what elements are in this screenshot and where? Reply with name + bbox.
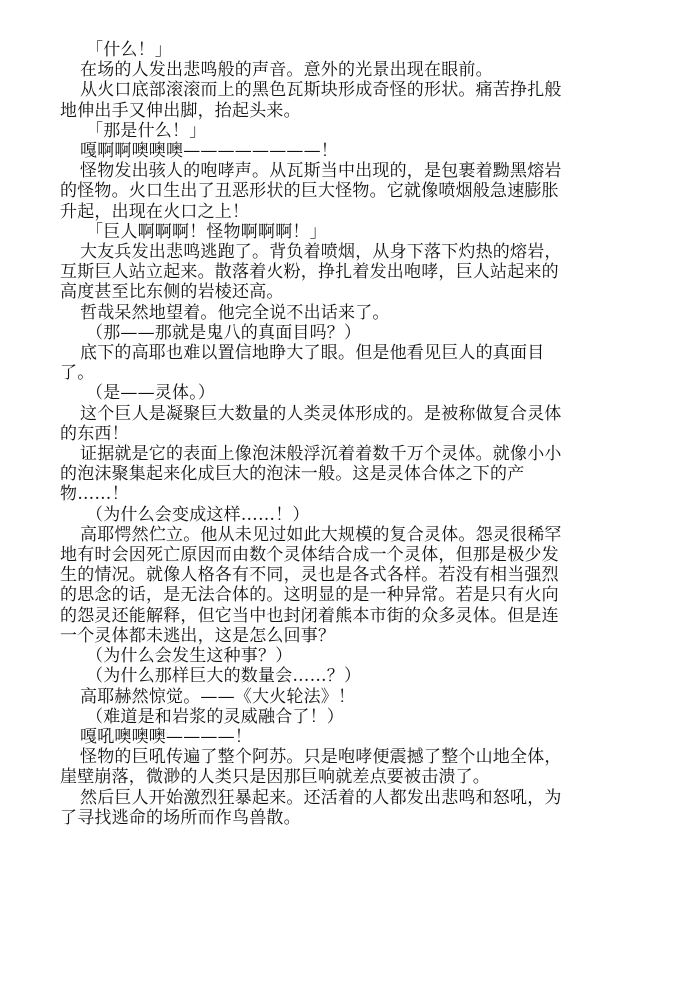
text-line: （是——灵体。） bbox=[86, 383, 216, 404]
text-line: 生的情况。就像人格各有不同，灵也是各式各样。若没有相当强烈 bbox=[60, 565, 559, 586]
text-line: 的怪物。火口生出了丑恶形状的巨大怪物。它就像喷烟般急速膨胀 bbox=[60, 181, 559, 202]
text-line: 证据就是它的表面上像泡沫般浮沉着着数千万个灵体。就像小小 bbox=[80, 444, 562, 465]
text-line: 地有时会因死亡原因而由数个灵体结合成一个灵体，但那是极少发 bbox=[60, 545, 559, 566]
text-line: （为什么会变成这样……！） bbox=[86, 504, 310, 525]
text-line: 「巨人啊啊啊！怪物啊啊啊！」 bbox=[86, 221, 327, 242]
text-line: 的东西！ bbox=[60, 423, 129, 444]
text-line: （为什么会发生这种事？） bbox=[86, 646, 293, 667]
text-line: （那——那就是鬼八的真面目吗？） bbox=[86, 322, 362, 343]
text-line: 从火口底部滚滚而上的黑色瓦斯块形成奇怪的形状。痛苦挣扎般 bbox=[80, 80, 562, 101]
text-line: 高耶愕然伫立。他从未见过如此大规模的复合灵体。怨灵很稀罕 bbox=[80, 524, 562, 545]
text-line: 大友兵发出悲鸣逃跑了。背负着喷烟，从身下落下灼热的熔岩， bbox=[80, 242, 562, 263]
text-line: 嘎啊啊噢噢噢————————！ bbox=[80, 141, 338, 162]
text-line: 了。 bbox=[60, 363, 95, 384]
text-line: 在场的人发出悲鸣般的声音。意外的光景出现在眼前。 bbox=[80, 60, 493, 81]
text-line: （难道是和岩浆的灵威融合了！） bbox=[86, 706, 344, 727]
text-line: 升起，出现在火口之上！ bbox=[60, 201, 250, 222]
text-line: 互斯巨人站立起来。散落着火粉，挣扎着发出咆哮，巨人站起来的 bbox=[60, 262, 559, 283]
text-line: 怪物的巨吼传遍了整个阿苏。只是咆哮便震撼了整个山地全体， bbox=[80, 747, 562, 768]
text-line: 然后巨人开始激烈狂暴起来。还活着的人都发出悲鸣和怒吼，为 bbox=[80, 787, 562, 808]
text-line: 崖壁崩落，微渺的人类只是因那巨响就差点要被击溃了。 bbox=[60, 767, 490, 788]
text-line: 这个巨人是凝聚巨大数量的人类灵体形成的。是被称做复合灵体 bbox=[80, 403, 562, 424]
text-line: 底下的高耶也难以置信地睁大了眼。但是他看见巨人的真面目 bbox=[80, 343, 545, 364]
text-line: 物……！ bbox=[60, 484, 129, 505]
text-line: 嘎吼噢噢噢————！ bbox=[80, 726, 252, 747]
text-line: 了寻找逃命的场所而作鸟兽散。 bbox=[60, 807, 301, 828]
text-line: 「什么！」 bbox=[86, 40, 172, 60]
text-line: 「那是什么！」 bbox=[86, 120, 207, 141]
text-line: 怪物发出骇人的咆哮声。从瓦斯当中出现的，是包裹着黝黑熔岩 bbox=[80, 161, 562, 182]
text-line: 高耶赫然惊觉。——《大火轮法》！ bbox=[80, 686, 356, 707]
text-line: 哲哉呆然地望着。他完全说不出话来了。 bbox=[80, 302, 390, 323]
text-line: 地伸出手又伸出脚，抬起头来。 bbox=[60, 100, 301, 121]
text-line: 一个灵体都未逃出，这是怎么回事？ bbox=[60, 625, 336, 646]
text-line: （为什么那样巨大的数量会……？） bbox=[86, 666, 362, 687]
text-line: 的泡沫聚集起来化成巨大的泡沫一般。这是灵体合体之下的产 bbox=[60, 464, 525, 485]
text-line: 的思念的话，是无法合体的。这明显的是一种异常。若是只有火向 bbox=[60, 585, 559, 606]
text-line: 的怨灵还能解释，但它当中也封闭着熊本市街的众多灵体。但是连 bbox=[60, 605, 559, 626]
text-line: 高度甚至比东侧的岩棱还高。 bbox=[60, 282, 284, 303]
